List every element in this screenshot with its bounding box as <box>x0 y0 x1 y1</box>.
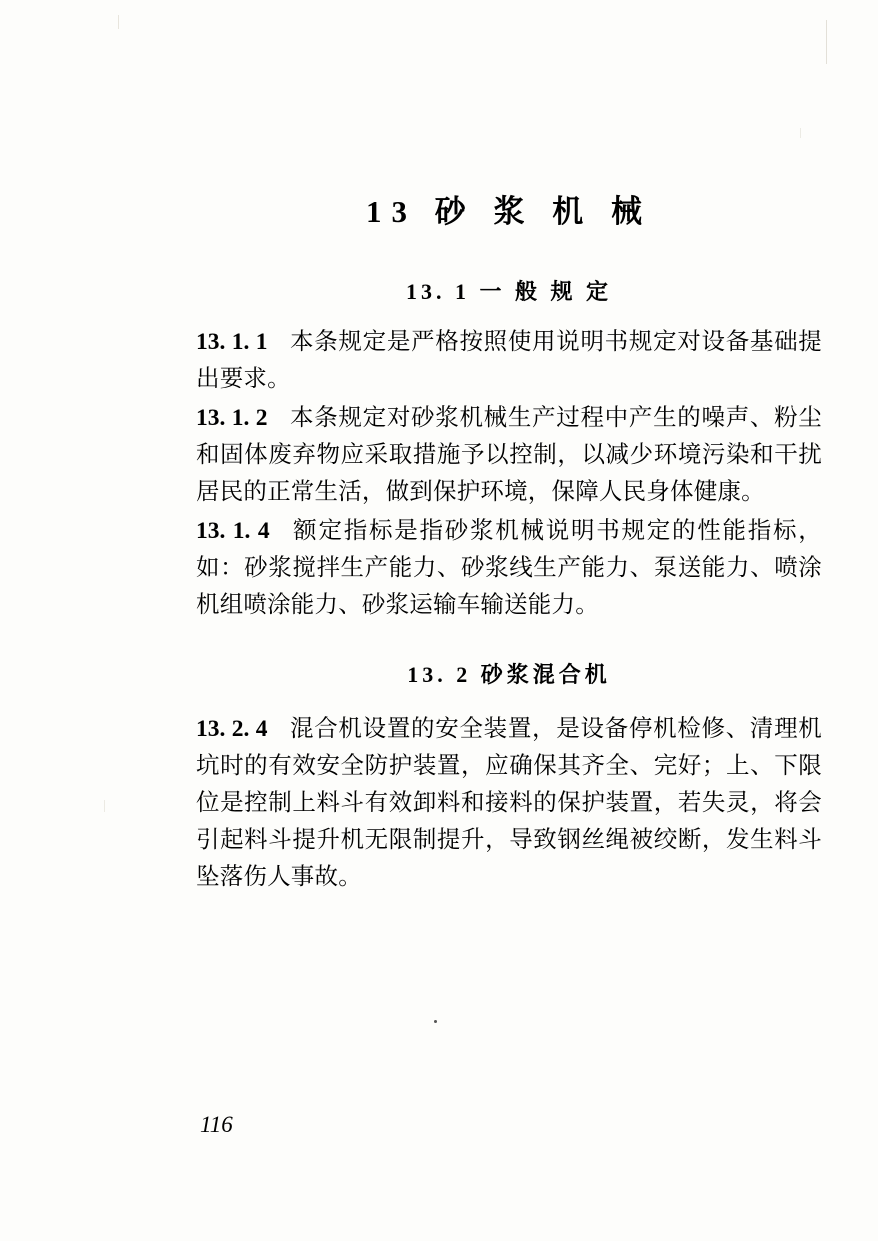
scan-speck <box>434 1020 437 1023</box>
clause-text: 本条规定对砂浆机械生产过程中产生的噪声、粉尘和固体废弃物应采取措施予以控制，以减少环境污染和干扰居民的正常生活，做到保护环境，保障人民身体健康。 <box>196 405 823 505</box>
clause-text: 本条规定是严格按照使用说明书规定对设备基础提出要求。 <box>196 329 823 392</box>
clause-text: 额定指标是指砂浆机械说明书规定的性能指标，如：砂浆搅拌生产能力、砂浆线生产能力、泵送能力、喷涂机组喷涂能力、砂浆运输车输送能力。 <box>196 518 823 618</box>
section-heading-13-1: 13. 1 一 般 规 定 <box>405 279 612 304</box>
chapter-title: 13 砂 浆 机 械 <box>366 194 652 229</box>
clause-13-2-4 <box>196 711 822 896</box>
scan-edge-mark <box>826 20 827 64</box>
clause-13-1-4 <box>196 513 822 624</box>
section-heading-13-2: 13. 2 砂浆混合机 <box>407 662 611 687</box>
scan-edge-mark-right <box>800 128 801 138</box>
clause-13-1-2 <box>196 400 822 511</box>
clause-text: 混合机设置的安全装置，是设备停机检修、清理机坑时的有效安全防护装置，应确保其齐全、完好；上、下限位是控制上料斗有效卸料和接料的保护装置，若失灵，将会引起料斗提升机无限制提升，导致钢丝绳被绞断，发生料斗坠落伤人事故。 <box>196 716 823 890</box>
clause-number: 13. 1. 1 <box>196 329 268 355</box>
page-content <box>196 186 822 898</box>
clause-13-1-1 <box>196 324 822 398</box>
scan-edge-mark-left-lower <box>104 800 105 812</box>
clause-number: 13. 1. 2 <box>196 405 268 431</box>
clause-number: 13. 2. 4 <box>196 716 268 742</box>
page-number: 116 <box>200 1112 233 1137</box>
clause-number: 13. 1. 4 <box>196 518 270 544</box>
scan-edge-mark-left <box>118 15 119 29</box>
